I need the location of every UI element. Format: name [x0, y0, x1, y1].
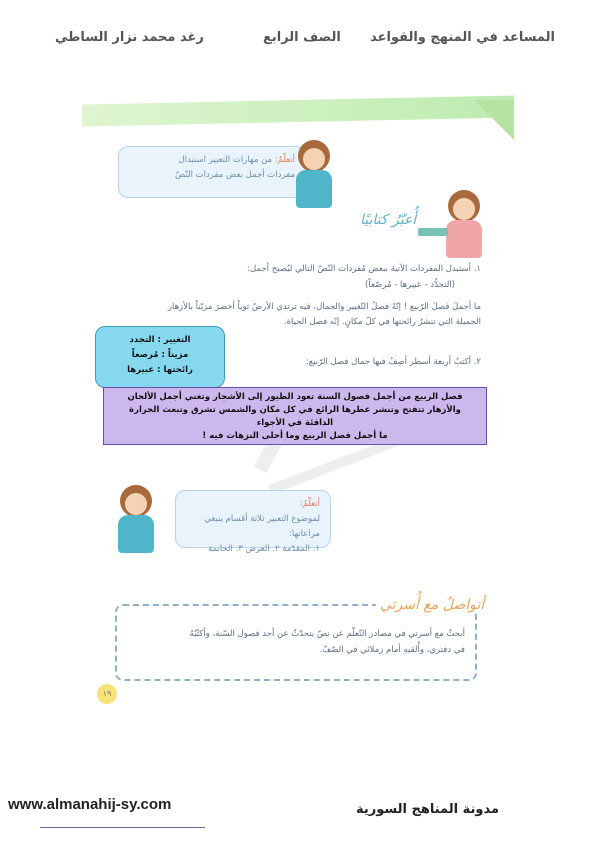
paragraph-line-3: الدافئة في الأجواء: [256, 418, 334, 428]
answer-line-2: مزيناً : مُرصعاً: [131, 350, 189, 360]
answer-line-1: التغيير : التجدد: [129, 335, 191, 345]
objective-label: أتعلّمُ:: [274, 155, 295, 165]
page-number: ١٩: [97, 684, 117, 704]
objective-text-2: مفردات أجمل بعض مفردات النّصّ: [175, 170, 295, 180]
connect-section-title: أتواصلُ مع أُسرتي: [376, 597, 488, 613]
website-link[interactable]: www.almanahij-sy.com: [8, 796, 172, 813]
answer-line-3: رائحتها : عبيرها: [127, 365, 193, 375]
question-1-words: (التجدُّد - عبيرها - مُرصّعاً): [365, 280, 455, 290]
paragraph-answer-box: [103, 387, 487, 445]
passage-line-2: الجميلة التي تنشرُ رائحتها في كلّ مكانٍ. إنّه فصل الحياة.: [283, 317, 481, 327]
activity-line-1: أبحثُ مع أسرتي في مصادر التّعلّم عن نصّ يتحدّثُ عن أحد فصول السّنة، وأكتُبُهُ: [189, 629, 465, 639]
note-parts: ١. المقدّمة ٢. العرض ٣. الخاتمة: [208, 544, 320, 554]
answer-callout: [95, 326, 225, 388]
girl-illustration-2: [112, 485, 160, 555]
paragraph-line-4: ما أجمل فصل الربيع وما أحلى النزهات فيه !: [202, 431, 388, 441]
subject-title: المساعد في المنهج والقواعد: [370, 30, 555, 45]
objective-text: من مهارات التعبير استبدال: [178, 155, 273, 165]
author-name: رغد محمد نزار الساطي: [55, 30, 204, 45]
corner-decoration: [474, 100, 514, 140]
reading-girl-illustration: [440, 190, 488, 260]
paragraph-line-1: فصل الربيع من أجمل فصول السنة تعود الطيور إلى الأشجار وتغني أجمل الألحان: [127, 392, 463, 402]
note-label: أتعلّمُ:: [299, 499, 320, 509]
blog-name: مدونة المناهج السورية: [356, 802, 500, 817]
write-section-title: أُعبّرُ كتابيًا: [360, 212, 417, 228]
girl-illustration: [290, 140, 338, 210]
book-icon: [418, 228, 448, 236]
question-2: ٢. أكتبُ أربعة أسطر أصِفُ فيها جمال فصل الرّبيع:: [305, 357, 481, 367]
grade-title: الصف الرابع: [263, 30, 341, 45]
paragraph-line-2: والأزهار تتفتح وتنشر عطرها الرائع في كل مكان والشمس تشرق وتبعث الحرارة: [129, 405, 461, 415]
objective-bubble: [118, 146, 306, 198]
family-activity-box: [115, 604, 477, 681]
note-text: لموضوع التعبير ثلاثة أقسام ينبغي مراعاتها:: [204, 514, 320, 539]
passage-line-1: ما أجملَ فصلَ الرّبيع ! إنّهُ فصلُ التّغيير والجمال، فيه ترتدي الأرضُ ثوباً أخضرَ مزيّناً بالأزهار: [167, 302, 481, 312]
note-bubble: [175, 490, 331, 554]
activity-line-2: في دفتري، وأُلقيهِ أمام زملائي في الصّفّ.: [319, 645, 465, 655]
question-1: ١. أستبدل المفردات الآتية ببعض مُفردات النّصّ التالي ليُصبح أجمل:: [247, 264, 481, 274]
website-underline: [40, 827, 205, 828]
